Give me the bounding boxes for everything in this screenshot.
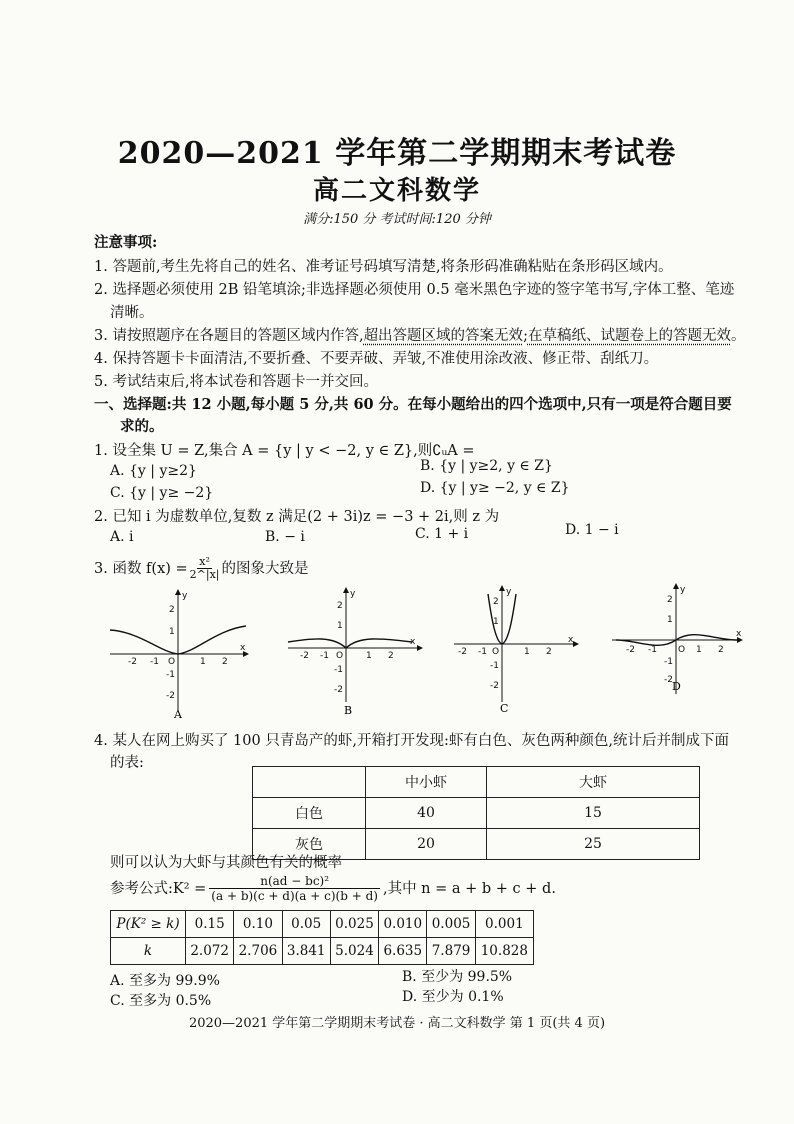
q3-c-tick: 1	[524, 647, 530, 657]
q3-label-d: D	[672, 680, 681, 693]
q3-stem-pre: 3. 函数 f(x) =	[94, 560, 188, 577]
table-row	[253, 767, 700, 798]
q3-label-c: C	[500, 702, 509, 715]
q3-a-tick: 2	[169, 605, 175, 615]
table-row	[111, 938, 534, 965]
q3-graph-a	[110, 590, 248, 721]
q4-ask: 则可以认为大虾与其颜色有关的概率	[110, 855, 342, 871]
q2-option-a: A. i	[110, 529, 134, 545]
table-cell: 0.010	[379, 911, 427, 938]
q3-d-tick: 1	[696, 645, 702, 655]
table-cell: 3.841	[282, 938, 330, 965]
q3-b-tick: O	[336, 651, 344, 661]
q4-formula-pre: 参考公式:K² =	[110, 880, 207, 897]
note-3-emph2: 在草稿纸、试题卷上的答题无效	[527, 328, 731, 344]
q4-formula-den: (a + b)(c + d)(a + c)(b + d)	[211, 889, 378, 903]
note-3-a: 3. 请按照题序在各题目的答题区域内作答,	[94, 328, 364, 344]
q2-option-c: C. 1 + i	[415, 526, 469, 542]
q3-c-tick: 2	[546, 647, 552, 657]
q3-graph-c	[454, 586, 578, 715]
table-cell: 中小虾	[366, 767, 487, 798]
q3-fraction-num: x²	[199, 555, 210, 568]
table-cell: 2.072	[186, 938, 234, 965]
q2-stem: 2. 已知 i 为虚数单位,复数 z 满足(2 + 3i)z = −3 + 2i,则 z 为	[94, 509, 500, 525]
q4-option-a: A. 至多为 99.9%	[110, 973, 220, 989]
q3-c-tick: -1	[478, 647, 487, 657]
q3-c-tick: 1	[493, 617, 499, 627]
table-cell: 大虾	[487, 767, 700, 798]
table-cell: 0.025	[330, 911, 378, 938]
q3-c-tick: -1	[490, 661, 499, 671]
q3-a-tick: -1	[150, 657, 159, 667]
q1-option-a: A. {y | y≥2}	[110, 463, 197, 479]
page-footer: 2020—2021 学年第二学期期末考试卷 · 高二文科数学 第 1 页(共 4 页)	[188, 1016, 606, 1031]
q3-c-tick: -2	[458, 647, 467, 657]
q3-d-tick: O	[678, 645, 686, 655]
q3-stem	[94, 556, 309, 581]
note-3-e: 。	[730, 328, 746, 344]
q3-d-tick: -2	[664, 675, 673, 685]
table-cell: 10.828	[475, 938, 533, 965]
q3-d-tick: y	[680, 585, 686, 595]
q3-d-tick: 2	[667, 595, 673, 605]
q3-d-tick: x	[736, 629, 742, 639]
q3-d-tick: 1	[667, 615, 673, 625]
notes-heading: 注意事项:	[94, 234, 158, 251]
q3-c-tick: x	[568, 635, 574, 645]
q2-option-d: D. 1 − i	[565, 522, 619, 538]
q4-formula-num: n(ad − bc)²	[260, 874, 330, 888]
table-cell	[253, 767, 366, 798]
q3-b-tick: x	[410, 637, 416, 647]
table-cell: P(K² ≥ k)	[111, 911, 186, 938]
q4-stem: 4. 某人在网上购买了 100 只青岛产的虾,开箱打开发现:虾有白色、灰色两种颜色,统计后并制成下面	[94, 733, 729, 749]
q4-formula-fraction	[209, 874, 380, 903]
q3-fraction	[190, 556, 220, 581]
table-cell: 40	[366, 798, 487, 829]
table-cell: 灰色	[253, 829, 366, 860]
q3-c-tick: O	[492, 647, 500, 657]
q4-k-table	[110, 910, 534, 965]
q4-option-d: D. 至少为 0.1%	[402, 989, 504, 1005]
note-3-c: ;	[523, 328, 528, 344]
q3-b-tick: -1	[320, 651, 329, 661]
table-cell: 25	[487, 829, 700, 860]
q3-graph-b	[288, 588, 422, 717]
q3-c-tick: 2	[493, 597, 499, 607]
note-4: 4. 保持答题卡卡面清洁,不要折叠、不要弄破、弄皱,不准使用涂改液、修正带、刮纸刀。	[94, 351, 659, 367]
note-3	[94, 325, 745, 347]
q3-b-tick: -2	[334, 685, 343, 695]
table-cell: 0.15	[186, 911, 234, 938]
q3-a-tick: y	[182, 591, 188, 601]
q3-b-tick: -1	[334, 665, 343, 675]
note-2: 2. 选择题必须使用 2B 铅笔填涂;非选择题必须使用 0.5 毫米黑色字迹的签字笔书写,字体工整、笔迹	[94, 282, 735, 298]
q3-b-tick: y	[350, 589, 356, 599]
exam-title: 2020—2021 学年第二学期期末考试卷	[117, 136, 677, 171]
table-cell: 7.879	[427, 938, 475, 965]
q1-option-b: B. {y | y≥2, y ∈ Z}	[420, 458, 553, 474]
q3-c-tick: -2	[490, 681, 499, 691]
note-1: 1. 答题前,考生先将自己的姓名、准考证号码填写清楚,将条形码准确粘贴在条形码区域内。	[94, 259, 673, 275]
q4-stem-cont: 的表:	[110, 755, 144, 771]
q3-graph-d	[612, 584, 742, 694]
q3-c-tick: y	[506, 587, 512, 597]
q3-a-tick: 1	[200, 657, 206, 667]
q4-formula	[110, 874, 556, 903]
table-cell: 0.005	[427, 911, 475, 938]
q4-formula-post: ,其中 n = a + b + c + d.	[382, 880, 556, 897]
q1-option-d: D. {y | y≥ −2, y ∈ Z}	[420, 480, 570, 496]
table-cell: 6.635	[379, 938, 427, 965]
note-3-emph1: 超出答题区域的答案无效	[363, 328, 524, 344]
table-cell: 白色	[253, 798, 366, 829]
section-1-heading-cont: 求的。	[120, 418, 164, 435]
table-cell: 0.001	[475, 911, 533, 938]
note-5: 5. 考试结束后,将本试卷和答题卡一并交回。	[94, 374, 379, 390]
section-1-heading: 一、选择题:共 12 小题,每小题 5 分,共 60 分。在每小题给出的四个选项中,只有一项是符合题目要	[94, 396, 732, 413]
q3-b-tick: 2	[337, 601, 343, 611]
table-cell: 15	[487, 798, 700, 829]
table-cell: 2.706	[234, 938, 282, 965]
table-cell: 20	[366, 829, 487, 860]
q3-a-tick: O	[168, 657, 176, 667]
q3-d-tick: -2	[626, 645, 635, 655]
exam-meta: 满分:150 分 考试时间:120 分钟	[303, 212, 491, 227]
q4-shrimp-table	[252, 766, 700, 860]
exam-subtitle: 高二文科数学	[312, 176, 481, 206]
q3-stem-post: 的图象大致是	[221, 560, 309, 577]
q3-b-tick: 1	[366, 651, 372, 661]
table-cell: k	[111, 938, 186, 965]
q3-b-tick: -2	[300, 651, 309, 661]
table-row	[253, 798, 700, 829]
q3-d-tick: -1	[664, 657, 673, 667]
q4-option-b: B. 至少为 99.5%	[402, 969, 513, 985]
note-2-cont: 清晰。	[110, 305, 154, 321]
q3-b-tick: 2	[388, 651, 394, 661]
q4-option-c: C. 至多为 0.5%	[110, 993, 212, 1009]
q3-d-tick: -1	[648, 645, 657, 655]
q1-option-c: C. {y | y≥ −2}	[110, 485, 214, 501]
q3-fraction-den: 2^|x|	[189, 568, 220, 581]
table-cell: 5.024	[330, 938, 378, 965]
q3-a-tick: -2	[166, 691, 175, 701]
q3-graphs	[100, 582, 760, 722]
q3-b-tick: 1	[337, 621, 343, 631]
q3-a-tick: -2	[128, 657, 137, 667]
q3-a-tick: -1	[166, 670, 175, 680]
q1-stem: 1. 设全集 U = Z,集合 A = {y | y < −2, y ∈ Z},则∁ᵤA =	[94, 443, 475, 459]
table-cell: 0.10	[234, 911, 282, 938]
q3-d-tick: 2	[718, 645, 724, 655]
q3-a-tick: x	[240, 643, 246, 653]
table-cell: 0.05	[282, 911, 330, 938]
q3-label-a: A	[174, 708, 182, 721]
q3-a-tick: 2	[222, 657, 228, 667]
q3-label-b: B	[344, 704, 353, 717]
table-row	[111, 911, 534, 938]
q2-option-b: B. − i	[265, 529, 305, 545]
q3-a-tick: 1	[169, 627, 175, 637]
